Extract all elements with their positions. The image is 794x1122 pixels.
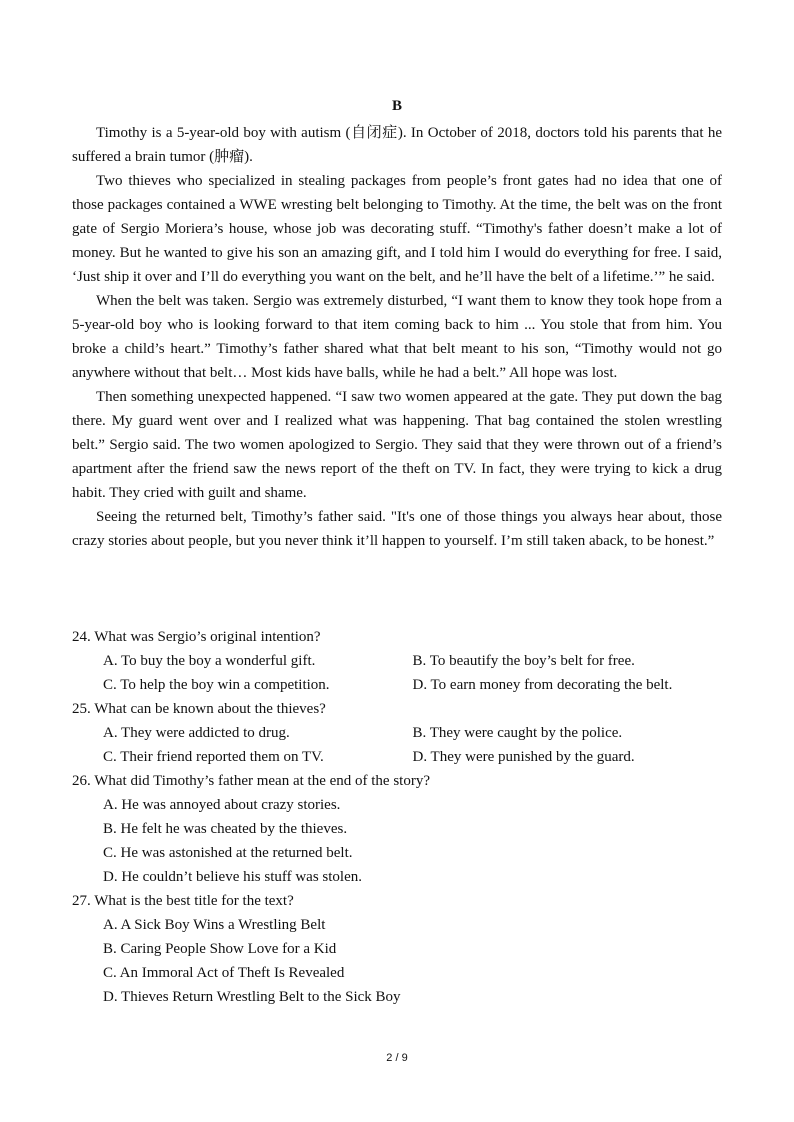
- option-d: D. He couldn’t believe his stuff was stolen.: [103, 869, 362, 885]
- passage-paragraph: Then something unexpected happened. “I saw two women appeared at the gate. They put down the bag there. My guard went over and I realized what was happening. That bag contained the stolen wrestling belt.” Sergio said. The two women apologized to Sergio. They said that they were thrown out of a friend’s apartment after the friend saw the news report of the theft on TV. In fact, they were trying to kick a drug habit. They cried with guilt and shame.: [72, 389, 722, 501]
- question-27: [72, 889, 722, 1009]
- question-stem: 24. What was Sergio’s original intention?: [72, 629, 321, 645]
- passage-paragraph: Seeing the returned belt, Timothy’s father said. "It's one of those things you always hear about, those crazy stories about people, but you never think it’ll happen to yourself. I’m still taken aback, to be honest.”: [72, 509, 722, 549]
- question-25: [72, 697, 722, 769]
- option-c: C. He was astonished at the returned belt.: [103, 845, 353, 861]
- question-24: [72, 625, 722, 697]
- option-b: B. He felt he was cheated by the thieves.: [103, 821, 348, 837]
- option-d: D. They were punished by the guard.: [412, 749, 635, 765]
- option-d: D. To earn money from decorating the belt.: [412, 677, 673, 693]
- option-c: C. To help the boy win a competition.: [103, 677, 330, 693]
- passage-paragraph: Two thieves who specialized in stealing packages from people’s front gates had no idea that one of those packages contained a WWE wresting belt belonging to Timothy. At the time, the belt was on the front gate of Sergio Moriera’s house, whose job was decorating stuff. “Timothy's father doesn’t make a lot of money. But he wanted to give his son an amazing gift, and I told him I would do everything for free. I said, ‘Just ship it over and I’ll do everything you want on the belt, and he’ll have the belt of a lifetime.’” he said.: [72, 173, 722, 285]
- passage-paragraph: Timothy is a 5-year-old boy with autism (自闭症). In October of 2018, doctors told his parents that he suffered a brain tumor (肿瘤).: [72, 125, 722, 165]
- page-number: 2 / 9: [386, 1052, 408, 1064]
- section-label: B: [391, 98, 402, 114]
- option-c: C. An Immoral Act of Theft Is Revealed: [103, 965, 345, 981]
- option-a: A. A Sick Boy Wins a Wrestling Belt: [103, 917, 326, 933]
- option-row: [72, 721, 722, 745]
- option-b: B. To beautify the boy’s belt for free.: [412, 653, 635, 669]
- question-stem: 27. What is the best title for the text?: [72, 893, 294, 909]
- option-d: D. Thieves Return Wrestling Belt to the Sick Boy: [103, 989, 401, 1005]
- reading-passage: [72, 121, 722, 553]
- option-b: B. They were caught by the police.: [412, 725, 623, 741]
- question-26: [72, 769, 722, 889]
- question-stem: 26. What did Timothy’s father mean at the end of the story?: [72, 773, 430, 789]
- passage-paragraph: When the belt was taken. Sergio was extremely disturbed, “I want them to know they took hope from a 5-year-old boy who is looking forward to that item coming back to him ... You stole that from him. You broke a child’s heart.” Timothy’s father shared what that belt meant to his son, “Timothy would not go anywhere without that belt… Most kids have balls, while he had a belt.” All hope was lost.: [72, 293, 722, 381]
- question-stem: 25. What can be known about the thieves?: [72, 701, 326, 717]
- option-row: [72, 649, 722, 673]
- option-a: A. To buy the boy a wonderful gift.: [103, 653, 316, 669]
- option-a: A. They were addicted to drug.: [103, 725, 290, 741]
- option-b: B. Caring People Show Love for a Kid: [103, 941, 337, 957]
- question-list: [72, 625, 722, 1009]
- option-c: C. Their friend reported them on TV.: [103, 749, 324, 765]
- option-row: [72, 745, 722, 769]
- option-row: [72, 673, 722, 697]
- option-a: A. He was annoyed about crazy stories.: [103, 797, 341, 813]
